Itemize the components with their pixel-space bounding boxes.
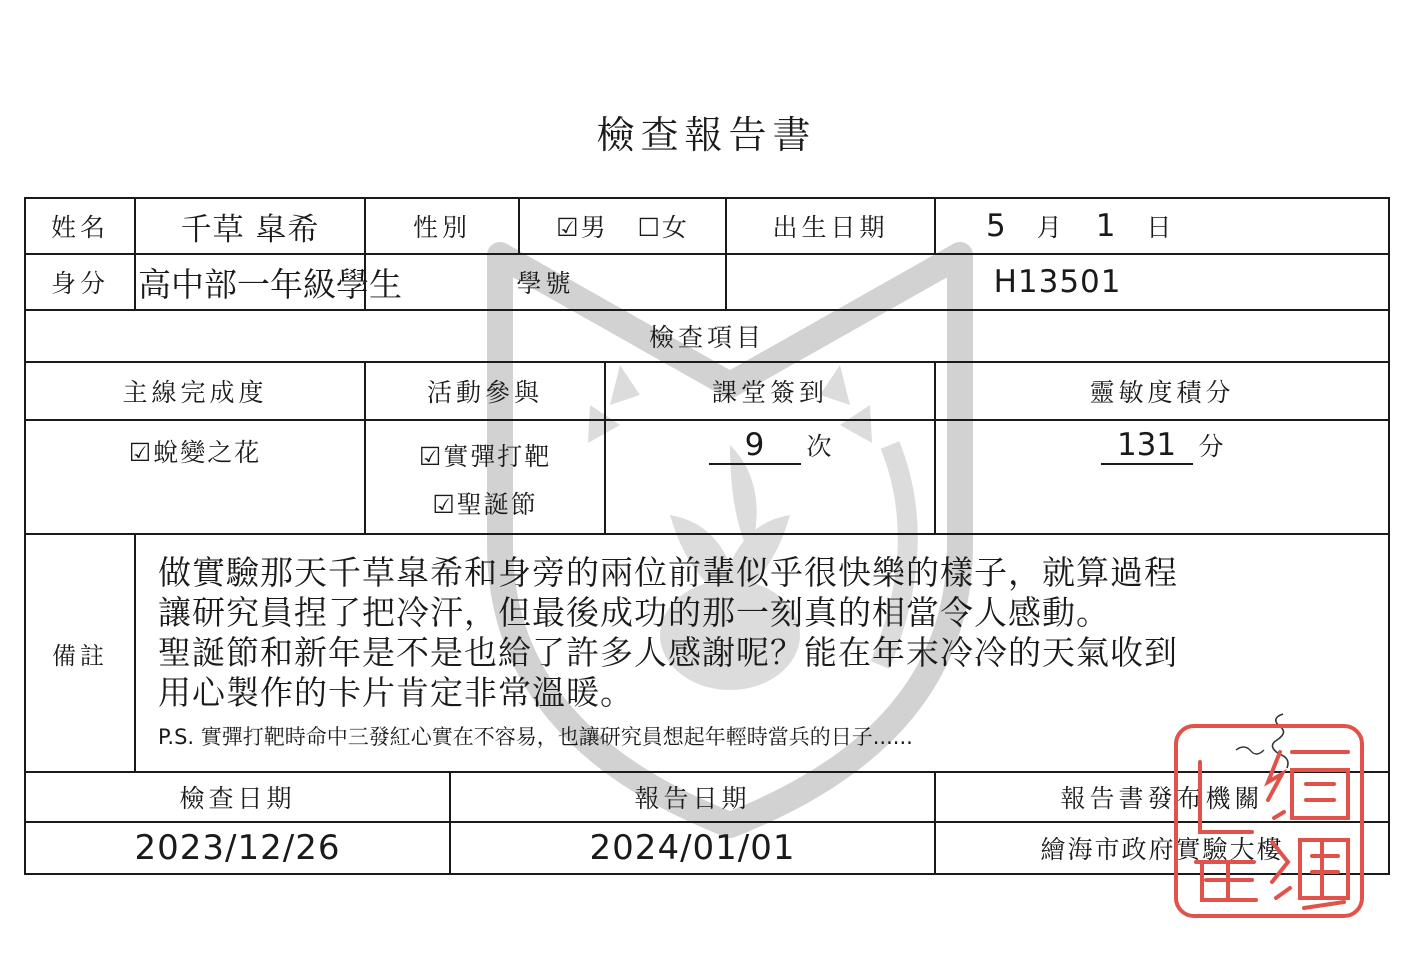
gender-field (519, 198, 726, 254)
identity-value: 高中部一年級學生 (135, 254, 365, 310)
attendance-value: 9 (709, 427, 801, 465)
activities-header: 活動參與 (365, 362, 605, 420)
remarks-text (136, 535, 1388, 713)
issuer-label: 報告書發布機關 (935, 772, 1389, 822)
remarks-ps: P.S. 實彈打靶時命中三發紅心實在不容易，也讓研究員想起年輕時當兵的日子...... (158, 725, 913, 749)
gender-female-checkbox[interactable]: ☐女 (637, 213, 689, 242)
remarks-line: 做實驗那天千草皐希和身旁的兩位前輩似乎很快樂的樣子，就算過程 (158, 553, 1178, 592)
profile-row-2 (25, 254, 1389, 310)
remarks-label: 備註 (25, 534, 135, 772)
activities-cell (365, 420, 605, 534)
remarks-line: 聖誕節和新年是不是也給了許多人感謝呢？能在年末冷冷的天氣收到 (158, 633, 1178, 672)
profile-row-1 (25, 198, 1389, 254)
birth-value: 5 月 1 日 (935, 198, 1389, 254)
report-title: 檢查報告書 (596, 113, 817, 157)
remarks-line: 用心製作的卡片肯定非常溫暖。 (158, 673, 634, 712)
check-items-columns-row (25, 362, 1389, 420)
agility-unit: 分 (1198, 432, 1224, 461)
check-date-value: 2023/12/26 (25, 822, 450, 874)
agility-cell (935, 420, 1389, 534)
student-id-label: 學號 (365, 254, 726, 310)
attendance-unit: 次 (806, 432, 832, 461)
name-value: 千草 皐希 (135, 198, 365, 254)
main-story-cell (25, 420, 365, 534)
activity-shooting-checkbox[interactable]: ☑實彈打靶 (418, 442, 552, 471)
gender-label: 性別 (365, 198, 519, 254)
issuer-value: 繪海市政府實驗大樓 (935, 822, 1389, 874)
check-date-label: 檢查日期 (25, 772, 450, 822)
report-date-value: 2024/01/01 (450, 822, 935, 874)
identity-label: 身分 (25, 254, 135, 310)
report-date-label: 報告日期 (450, 772, 935, 822)
agility-value: 131 (1101, 427, 1193, 465)
official-seal-stamp (1172, 722, 1366, 920)
check-items-label: 檢查項目 (25, 310, 1389, 362)
gender-male-checkbox[interactable]: ☑男 (556, 213, 608, 242)
check-items-values-row (25, 420, 1389, 534)
main-story-checkbox[interactable]: ☑蛻變之花 (128, 438, 262, 467)
birth-label: 出生日期 (726, 198, 935, 254)
remarks-line: 讓研究員捏了把冷汗，但最後成功的那一刻真的相當令人感動。 (158, 593, 1110, 632)
main-story-header: 主線完成度 (25, 362, 365, 420)
activity-christmas-checkbox[interactable]: ☑聖誕節 (432, 490, 538, 519)
agility-header: 靈敏度積分 (935, 362, 1389, 420)
attendance-header: 課堂簽到 (605, 362, 935, 420)
check-items-header-row (25, 310, 1389, 362)
attendance-cell (605, 420, 935, 534)
name-label: 姓名 (25, 198, 135, 254)
student-id-value: H13501 (726, 254, 1389, 310)
